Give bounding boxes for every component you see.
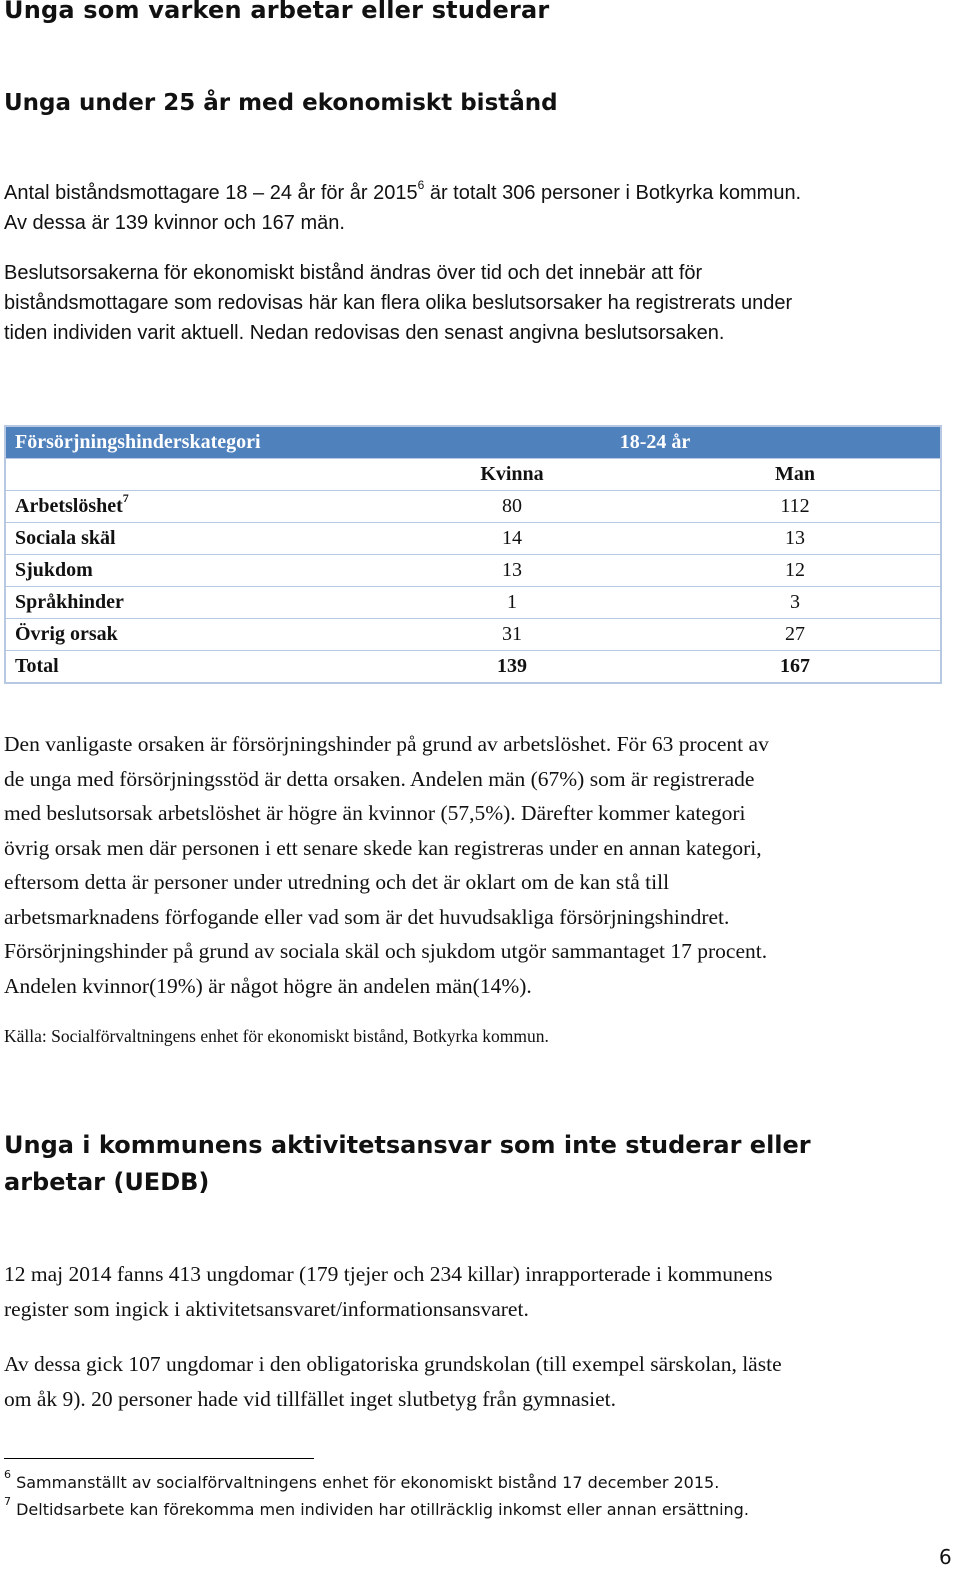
analysis-line: med beslutsorsak arbetslöshet är högre än kvinnor (57,5%). Därefter kommer kategori [4, 801, 746, 825]
footnote-text: Sammanställt av socialförvaltningens enhet för ekonomiskt bistånd 17 december 2015. [16, 1473, 720, 1492]
table-row [6, 522, 940, 554]
cell-women: 80 [502, 495, 522, 517]
intro-line-1 [4, 178, 954, 208]
uedb-line: 12 maj 2014 fanns 413 ungdomar (179 tjejer och 234 killar) inrapporterade i kommunens [4, 1262, 773, 1286]
table-subheader-row [6, 458, 940, 490]
table-row [6, 586, 940, 618]
uedb-line: Av dessa gick 107 ungdomar i den obligatoriska grundskolan (till exempel särskolan, läste [4, 1352, 782, 1376]
reasons-paragraph [4, 258, 954, 348]
analysis-paragraph [4, 727, 954, 1003]
row-label: Sjukdom [15, 559, 93, 581]
row-label: Språkhinder [15, 591, 124, 613]
analysis-line: övrig orsak men där personen i ett senare skede kan registreras under en annan kategori, [4, 835, 762, 860]
column-header-age: 18-24 år [619, 431, 691, 453]
footnote-6 [4, 1467, 720, 1492]
table-row [6, 554, 940, 586]
uedb-paragraph-2 [4, 1347, 954, 1416]
total-women: 139 [497, 655, 527, 677]
footnote-ref-6[interactable]: 6 [417, 178, 425, 193]
reasons-line: biståndsmottagare som redovisas här kan flera olika beslutsorsaker ha registrerats under [4, 292, 793, 314]
cell-men: 13 [785, 527, 805, 549]
intro-line-2: Av dessa är 139 kvinnor och 167 män. [4, 212, 345, 234]
footnote-text: Deltidsarbete kan förekomma men individen har otillräcklig inkomst eller annan ersättning. [16, 1500, 749, 1519]
cell-men: 27 [785, 623, 805, 645]
row-label: Övrig orsak [15, 623, 118, 645]
footnote-7 [4, 1494, 749, 1519]
analysis-line: Den vanligaste orsaken är försörjningshinder på grund av arbetslöshet. För 63 procent av [4, 732, 769, 756]
cell-men: 3 [790, 591, 800, 613]
analysis-line: arbetsmarknadens förfogande eller vad som är det huvudsakliga försörjningshindret. [4, 904, 730, 929]
cell-men: 12 [785, 559, 805, 581]
intro-paragraph [4, 178, 954, 238]
row-label: Sociala skäl [15, 527, 116, 549]
source-note: Källa: Socialförvaltningens enhet för ekonomiskt bistånd, Botkyrka kommun. [4, 1026, 549, 1046]
column-header-category: Försörjningshinderskategori [15, 431, 261, 453]
uedb-line: om åk 9). 20 personer hade vid tillfället inget slutbetyg från gymnasiet. [4, 1386, 616, 1411]
table-row [6, 490, 940, 522]
section-heading-economic-aid: Unga under 25 år med ekonomiskt bistånd [4, 90, 558, 116]
reasons-line: Beslutsorsakerna för ekonomiskt bistånd ändras över tid och det innebär att för [4, 262, 703, 284]
cell-women: 14 [502, 527, 522, 549]
table-total-row [6, 650, 940, 682]
page-title: Unga som varken arbetar eller studerar [4, 0, 550, 24]
intro-line-1-text-end: är totalt 306 personer i Botkyrka kommun. [424, 182, 802, 204]
analysis-line: Andelen kvinnor(19%) är något högre än andelen män(14%). [4, 973, 532, 998]
footnote-number: 6 [4, 1467, 11, 1481]
reasons-line: tiden individen varit aktuell. Nedan redovisas den senast angivna beslutsorsaken. [4, 322, 725, 344]
column-header-women: Kvinna [480, 463, 544, 485]
footnote-number: 7 [4, 1494, 11, 1508]
footnote-divider [4, 1458, 314, 1459]
uedb-line: register som ingick i aktivitetsansvaret/informationsansvaret. [4, 1296, 529, 1321]
table-row [6, 618, 940, 650]
row-label [6, 491, 372, 518]
intro-line-1-text: Antal biståndsmottagare 18 – 24 år för år 2015 [4, 182, 418, 204]
column-header-men: Man [775, 463, 815, 485]
row-label-text: Arbetslöshet [15, 495, 123, 517]
table-header-row [6, 427, 940, 458]
analysis-line: Försörjningshinder på grund av sociala skäl och sjukdom utgör sammantaget 17 procent. [4, 939, 768, 963]
cell-women: 1 [507, 591, 517, 613]
uedb-paragraph-1 [4, 1257, 954, 1326]
cell-women: 13 [502, 559, 522, 581]
cell-women: 31 [502, 623, 522, 645]
section-heading-uedb: Unga i kommunens aktivitetsansvar som inte studerar eller arbetar (UEDB) [4, 1131, 811, 1196]
analysis-line: eftersom detta är personer under utredning och det är oklart om de kan stå till [4, 870, 670, 894]
total-label: Total [15, 655, 59, 677]
cell-men: 112 [780, 495, 810, 517]
page-number: 6 [939, 1545, 952, 1569]
footnote-ref-7[interactable]: 7 [122, 491, 129, 506]
total-men: 167 [780, 655, 810, 677]
analysis-line: de unga med försörjningsstöd är detta orsaken. Andelen män (67%) som är registrerade [4, 766, 755, 791]
support-obstacles-table [4, 425, 942, 684]
